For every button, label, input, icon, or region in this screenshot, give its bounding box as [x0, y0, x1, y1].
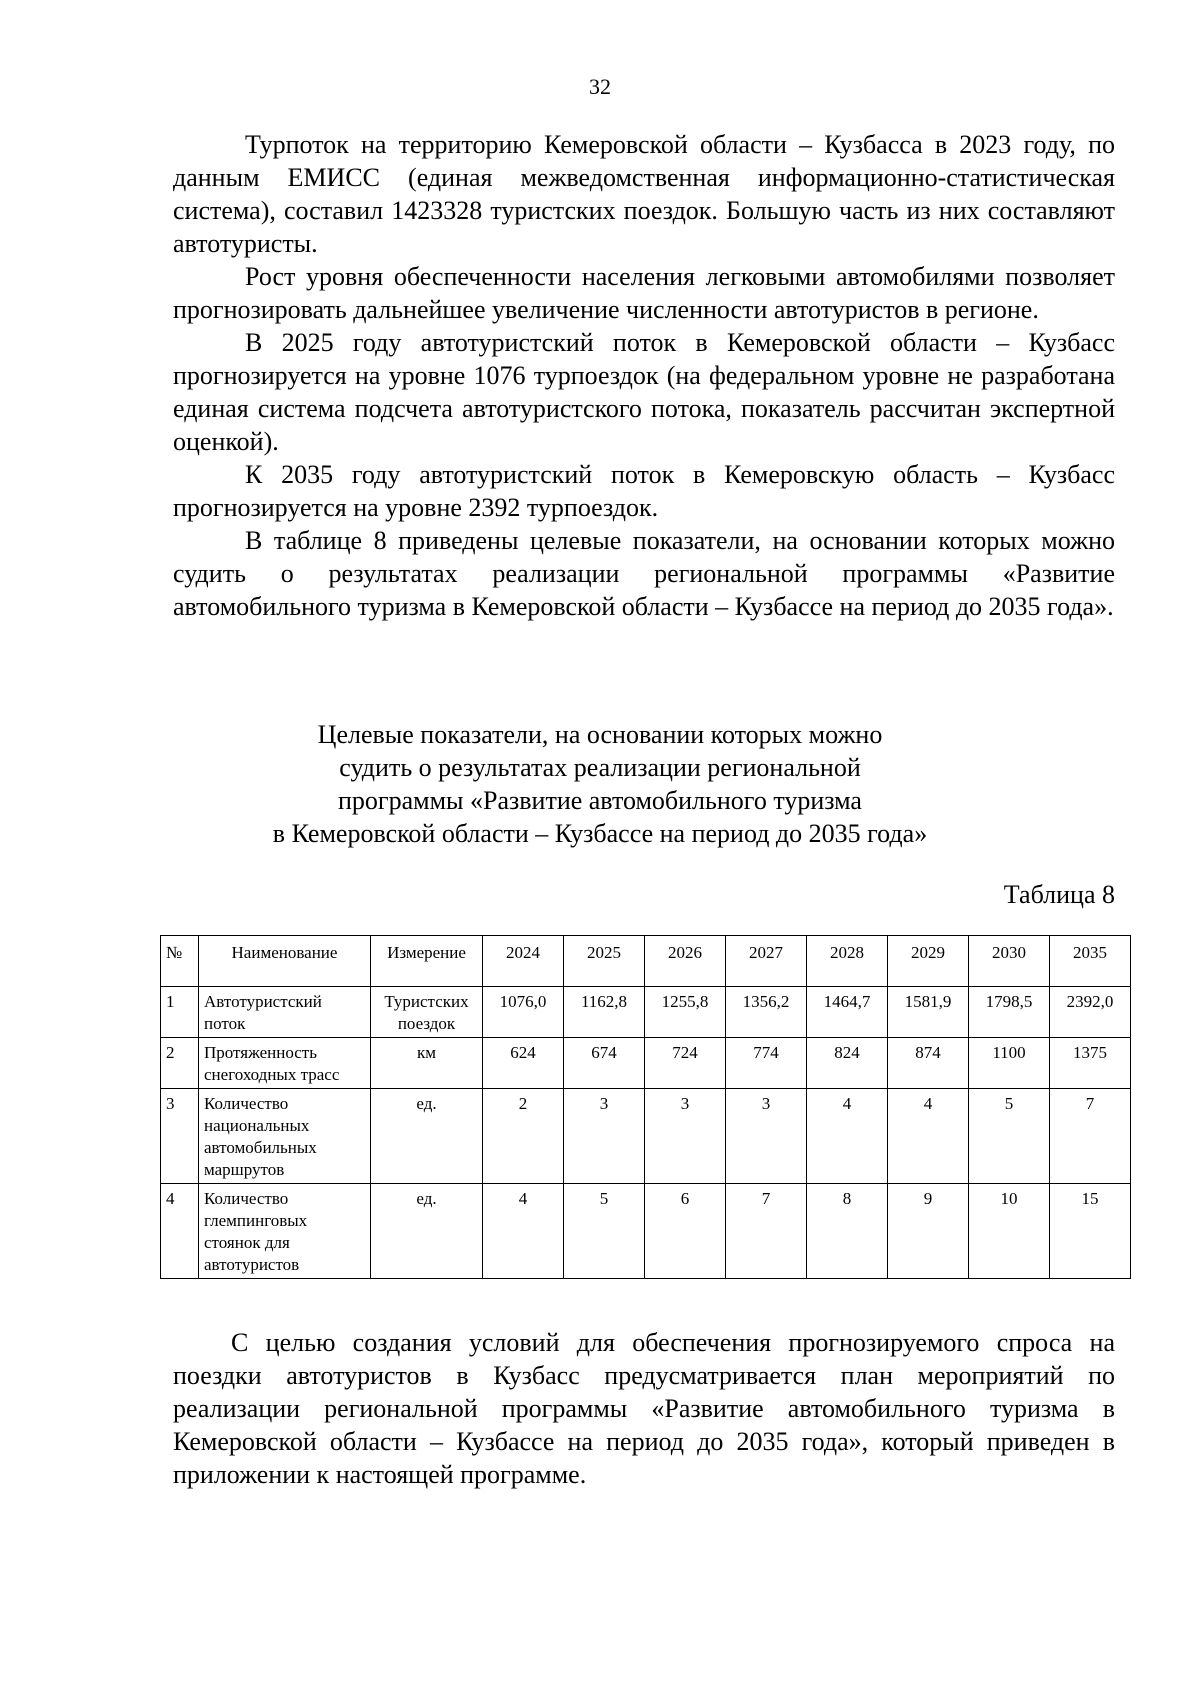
row-value: 1581,9	[888, 987, 969, 1038]
header-cell: Наименование	[199, 936, 371, 987]
row-value: 1100	[969, 1038, 1050, 1089]
row-value: 8	[807, 1184, 888, 1279]
row-value: 874	[888, 1038, 969, 1089]
row-unit: ед.	[371, 1089, 483, 1184]
row-number: 1	[161, 987, 199, 1038]
row-value: 1464,7	[807, 987, 888, 1038]
paragraph: Турпоток на территорию Кемеровской области – Кузбасса в 2023 году, по данным ЕМИСС (единая межведомственная информационно-статистическая система), составил 1423328 туристских поездок. Большую часть из них составляют автотуристы.	[173, 130, 1115, 258]
row-value: 4	[807, 1089, 888, 1184]
row-value: 3	[645, 1089, 726, 1184]
table-row	[161, 1089, 1131, 1184]
paragraph: В 2025 году автотуристский поток в Кемеровской области – Кузбасс прогнозируется на уровне 1076 турпоездок (на федеральном уровне не разработана единая система подсчета автотуристского потока, показатель рассчитан экспертной оценкой).	[173, 328, 1115, 456]
row-value: 9	[888, 1184, 969, 1279]
row-value: 1375	[1050, 1038, 1131, 1089]
row-number: 4	[161, 1184, 199, 1279]
row-value: 7	[726, 1184, 807, 1279]
header-cell: Измерение	[371, 936, 483, 987]
row-value: 6	[645, 1184, 726, 1279]
caption-line: Целевые показатели, на основании которых можно	[317, 720, 883, 749]
row-unit: км	[371, 1038, 483, 1089]
caption-line: в Кемеровской области – Кузбассе на период до 2035 года»	[272, 819, 928, 848]
row-value: 1356,2	[726, 987, 807, 1038]
header-cell: 2030	[969, 936, 1050, 987]
header-cell: 2026	[645, 936, 726, 987]
row-value: 15	[1050, 1184, 1131, 1279]
header-cell: 2035	[1050, 936, 1131, 987]
row-name: Количество национальных автомобильных маршрутов	[199, 1089, 371, 1184]
table-row	[161, 987, 1131, 1038]
row-value: 3	[564, 1089, 645, 1184]
row-value: 3	[726, 1089, 807, 1184]
row-name: Протяженность снегоходных трасс	[199, 1038, 371, 1089]
row-value: 2	[483, 1089, 564, 1184]
header-cell: №	[161, 936, 199, 987]
header-cell: 2027	[726, 936, 807, 987]
row-value: 774	[726, 1038, 807, 1089]
row-value: 824	[807, 1038, 888, 1089]
row-value: 5	[564, 1184, 645, 1279]
caption-line: программы «Развитие автомобильного туризма	[338, 786, 862, 815]
row-name: Автотуристский поток	[199, 987, 371, 1038]
row-value: 4	[888, 1089, 969, 1184]
row-name: Количество глемпинговых стоянок для автотуристов	[199, 1184, 371, 1279]
row-value: 1162,8	[564, 987, 645, 1038]
row-value: 624	[483, 1038, 564, 1089]
paragraph: К 2035 году автотуристский поток в Кемеровскую область – Кузбасс прогнозируется на уровне 2392 турпоездок.	[173, 460, 1115, 522]
row-value: 2392,0	[1050, 987, 1131, 1038]
row-value: 5	[969, 1089, 1050, 1184]
body-text	[173, 128, 1115, 623]
paragraph: Рост уровня обеспеченности населения легковыми автомобилями позволяет прогнозировать дальнейшее увеличение численности автотуристов в регионе.	[173, 262, 1115, 324]
header-cell: 2028	[807, 936, 888, 987]
row-value: 1076,0	[483, 987, 564, 1038]
caption-line: судить о результатах реализации региональной	[339, 753, 861, 782]
row-value: 1255,8	[645, 987, 726, 1038]
row-value: 10	[969, 1184, 1050, 1279]
closing-text	[173, 1326, 1115, 1491]
header-cell: 2029	[888, 936, 969, 987]
table-row	[161, 1184, 1131, 1279]
table-row	[161, 1038, 1131, 1089]
page-number: 32	[589, 74, 611, 99]
table-caption	[0, 718, 1200, 850]
row-value: 724	[645, 1038, 726, 1089]
row-unit: ед.	[371, 1184, 483, 1279]
row-unit: Туристских поездок	[371, 987, 483, 1038]
row-value: 7	[1050, 1089, 1131, 1184]
row-number: 3	[161, 1089, 199, 1184]
row-number: 2	[161, 1038, 199, 1089]
goals-table	[160, 935, 1131, 1279]
header-cell: 2024	[483, 936, 564, 987]
table-label: Таблица 8	[1003, 880, 1115, 909]
paragraph: В таблице 8 приведены целевые показатели, на основании которых можно судить о результатах реализации региональной программы «Развитие автомобильного туризма в Кемеровской области – Кузбассе на период до 2035 года».	[173, 526, 1115, 621]
table-header-row	[161, 936, 1131, 987]
row-value: 1798,5	[969, 987, 1050, 1038]
row-value: 4	[483, 1184, 564, 1279]
header-cell: 2025	[564, 936, 645, 987]
paragraph: С целью создания условий для обеспечения прогнозируемого спроса на поездки автотуристов в Кузбасс предусматривается план мероприятий по реализации региональной программы «Развитие автомобильного туризма в Кемеровской области – Кузбассе на период до 2035 года», который приведен в приложении к настоящей программе.	[173, 1328, 1115, 1489]
row-value: 674	[564, 1038, 645, 1089]
